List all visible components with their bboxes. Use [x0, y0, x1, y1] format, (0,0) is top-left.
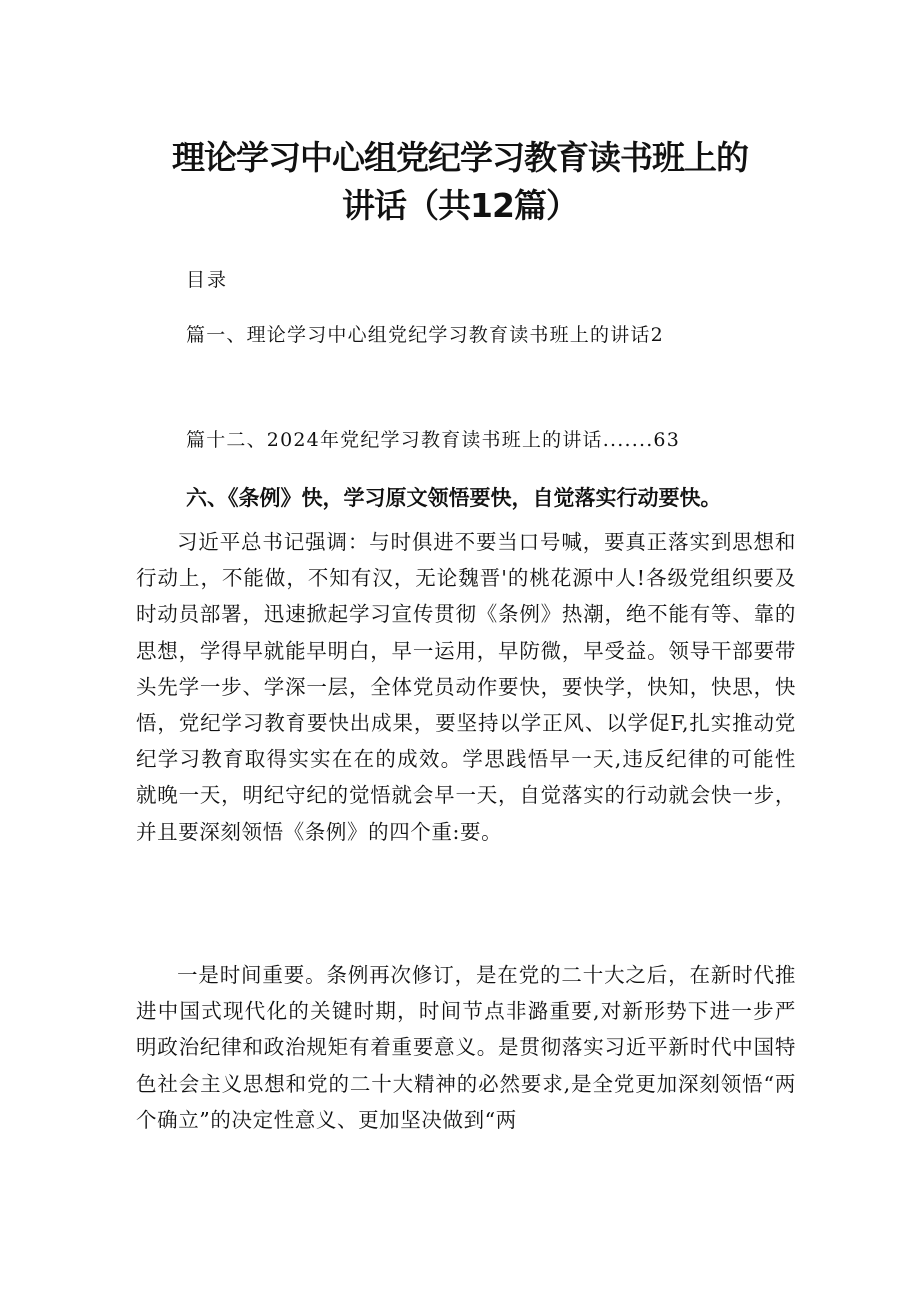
toc-item: 篇一、理论学习中心组党纪学习教育读书班上的讲话2 [186, 324, 664, 346]
body-paragraph: 习近平总书记强调：与时俱进不要当口号喊，要真正落实到思想和行动上，不能做，不知有汉，无论魏晋'的桃花源中人!各级党组织要及时动员部署，迅速掀起学习宣传贯彻《条例》热潮，绝不能有等、靠的思想，学得早就能早明白，早一运用，早防微，早受益。领导干部要带头先学一步、学深一层，全体党员动作要快，要快学，快知，快思，快悟，党纪学习教育要快出成果，要坚持以学正风、以学促F,扎实推动党纪学习教育取得实实在在的成效。学思践悟早一天,违反纪律的可能性就晚一天，明纪守纪的觉悟就会早一天，自觉落实的行动就会快一步，并且要深刻领悟《条例》的四个重:要。 [136, 530, 796, 844]
toc-heading: 目录 [186, 269, 229, 291]
body-paragraph: 一是时间重要。条例再次修订，是在党的二十大之后，在新时代推进中国式现代化的关键时期，时间节点非潞重要,对新形势下进一步严明政治纪律和政治规矩有着重要意义。是贯彻落实习近平新时代中国特色社会主义思想和党的二十大精神的必然要求,是全党更加深刻领悟“两个确立”的决定性意义、更加坚决做到“两 [136, 963, 796, 1132]
toc-item: 篇十二、2024年党纪学习教育读书班上的讲话.......63 [186, 429, 681, 451]
page-title-line-1: 理论学习中心组党纪学习教育读书班上的 [172, 138, 748, 177]
page-title-line-2: 讲话（共12篇） [342, 186, 578, 225]
section-heading: 六、《条例》快，学习原文领悟要快，自觉落实行动要快。 [186, 486, 722, 510]
